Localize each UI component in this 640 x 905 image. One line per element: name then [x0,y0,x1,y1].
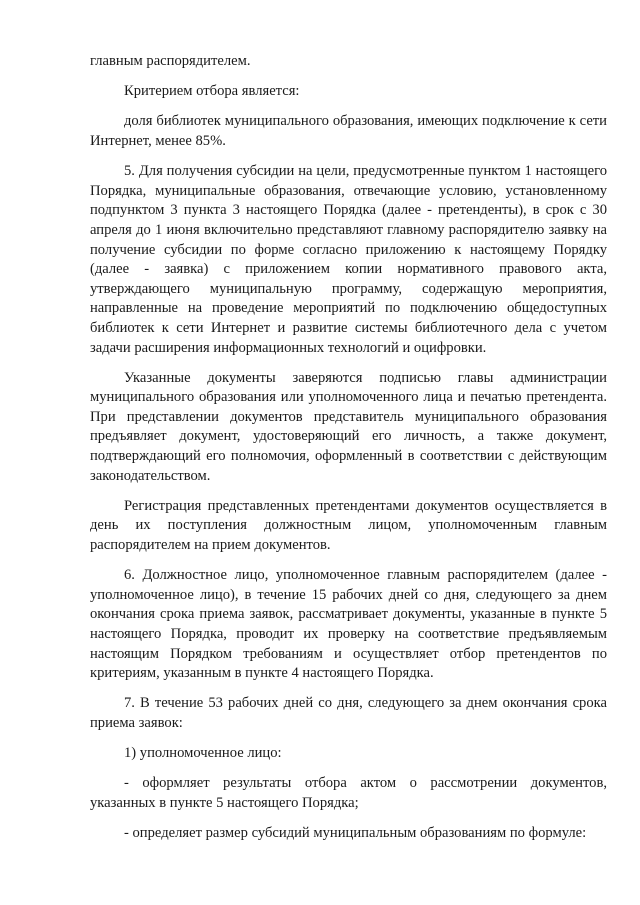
paragraph-criterion-intro: Критерием отбора является: [124,83,300,100]
paragraph-registration: Регистрация представленных претендентами документов осуществляется в день их поступления должностным лицом, уполномоченным главным распорядителем на прием документов. [90,497,607,554]
paragraph-bullet-act: - оформляет результаты отбора актом о рассмотрении документов, указанных в пункте 5 настоящего Порядка; [90,775,607,811]
document-page [90,52,607,854]
paragraph-item-5: 5. Для получения субсидии на цели, предусмотренные пунктом 1 настоящего Порядка, муниципальные образования, отвечающие условию, установленному подпунктом 3 пункта 3 настоящего Порядка (далее - претенденты), в срок с 30 апреля до 1 июня включительно представляют главному распорядителю заявку на получение субсидии по форме согласно приложению к настоящему Порядку (далее - заявка) с приложением копии нормативного правового акта, утверждающего муниципальную программу, содержащую мероприятия, направленные на проведение мероприятий по подключению общедоступных библиотек к сети Интернет и развитие системы библиотечного дела с учетом задачи расширения информационных технологий и оцифровки. [90,163,607,356]
paragraph-continuation: главным распорядителем. [90,53,251,69]
paragraph-item-7-1: 1) уполномоченное лицо: [124,745,282,762]
paragraph-bullet-formula: - определяет размер субсидий муниципальным образованиям по формуле: [124,825,587,842]
paragraph-item-7: 7. В течение 53 рабочих дней со дня, следующего за днем окончания срока приема заявок: [90,695,607,731]
paragraph-item-6: 6. Должностное лицо, уполномоченное главным распорядителем (далее - уполномоченное лицо), в течение 15 рабочих дней со дня, следующего за днем окончания срока приема заявок, рассматривает документы, указанные в пункте 5 настоящего Порядка, проводит их проверку на соответствие предъявляемым настоящим Порядком требованиям и осуществляет отбор претендентов по критериям, указанным в пункте 4 настоящего Порядка. [90,567,607,682]
paragraph-documents-certification: Указанные документы заверяются подписью главы администрации муниципального образования или уполномоченного лица и печатью претендента. При представлении документов представитель муниципального образования предъявляет документ, удостоверяющий его личность, а также документ, подтверждающий его полномочия, оформленный в соответствии с действующим законодательством. [90,369,607,484]
paragraph-criterion: доля библиотек муниципального образования, имеющих подключение к сети Интернет, менее 85%. [90,113,607,149]
